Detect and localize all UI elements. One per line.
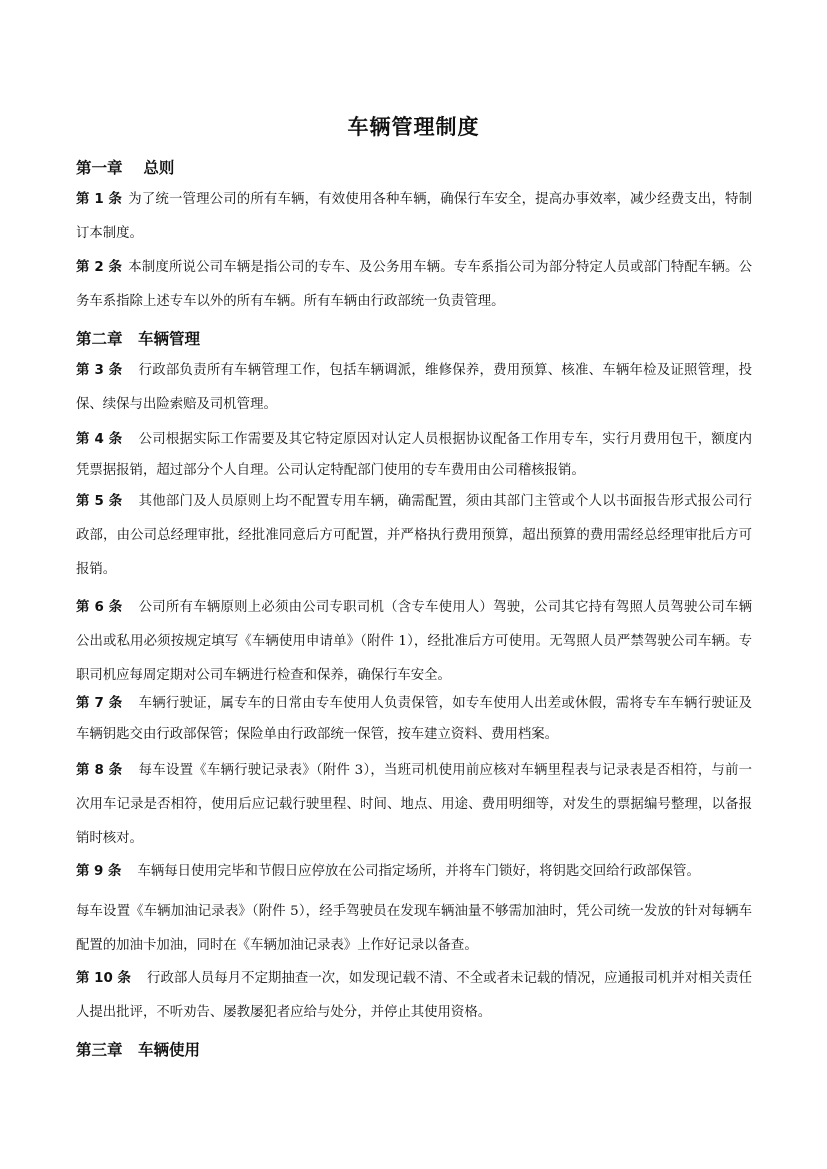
article-10 (76, 962, 752, 1030)
article-text: 车辆行驶证，属专车的日常由专车使用人负责保管，如专车使用人出差或休假，需将专车车辆行驶证及车辆钥匙交由行政部保管；保险单由行政部统一保管，按车建立资料、费用档案。 (76, 696, 752, 742)
article-label: 第 8 条 (76, 763, 123, 778)
article-label: 第 1 条 (76, 192, 123, 207)
article-4 (76, 424, 752, 486)
article-text: 每车设置《车辆行驶记录表》（附件 3），当班司机使用前应核对车辆里程表与记录表是否相符，与前一次用车记录是否相符，使用后应记载行驶里程、时间、地点、用途、费用明细等，对发生的票据编号整理，以备报销时核对。 (76, 763, 752, 846)
article-label: 第 2 条 (76, 260, 123, 275)
article-label: 第 4 条 (76, 432, 123, 447)
article-7 (76, 688, 752, 750)
article-text: 为了统一管理公司的所有车辆，有效使用各种车辆，确保行车安全，提高办事效率，减少经费支出，特制订本制度。 (76, 192, 752, 241)
article-text: 公司根据实际工作需要及其它特定原因对认定人员根据协议配备工作用专车，实行月费用包干，额度内凭票据报销，超过部分个人自理。公司认定特配部门使用的专车费用由公司稽核报销。 (76, 432, 752, 478)
article-text: 公司所有车辆原则上必须由公司专职司机（含专车使用人）驾驶，公司其它持有驾照人员驾驶公司车辆公出或私用必须按规定填写《车辆使用申请单》（附件 1），经批准后方可使用。无驾照人员严禁驾驶公司车辆。专职司机应每周定期对公司车辆进行检查和保养，确保行车安全。 (76, 600, 752, 683)
document-title: 车辆管理制度 (347, 115, 480, 139)
article-9 (76, 855, 752, 889)
article-text: 行政部人员每月不定期抽查一次，如发现记载不清、不全或者未记载的情况，应通报司机并对相关责任人提出批评，不听劝告、屡教屡犯者应给与处分，并停止其使用资格。 (76, 971, 752, 1020)
article-8 (76, 754, 752, 856)
article-text: 车辆每日使用完毕和节假日应停放在公司指定场所，并将车门锁好，将钥匙交回给行政部保管。 (137, 864, 700, 879)
article-label: 第 6 条 (76, 600, 123, 615)
article-1 (76, 183, 752, 251)
article-label: 第 7 条 (76, 696, 123, 711)
article-5 (76, 485, 752, 587)
article-text: 每车设置《车辆加油记录表》（附件 5），经手驾驶员在发现车辆油量不够需加油时，凭公司统一发放的针对每辆车配置的加油卡加油，同时在《车辆加油记录表》上作好记录以备查。 (76, 904, 752, 953)
article-label: 第 3 条 (76, 363, 123, 378)
chapter-heading: 第二章 车辆管理 (76, 330, 201, 348)
article-2 (76, 251, 752, 319)
article-label: 第 5 条 (76, 494, 123, 509)
article-label: 第 10 条 (76, 971, 131, 986)
article-text: 其他部门及人员原则上均不配置专用车辆，确需配置，须由其部门主管或个人以书面报告形式报公司行政部，由公司总经理审批，经批准同意后方可配置，并严格执行费用预算，超出预算的费用需经总经理审批后方可报销。 (76, 494, 752, 577)
chapter-heading: 第三章 车辆使用 (76, 1041, 201, 1059)
article-6 (76, 591, 752, 693)
article-3 (76, 354, 752, 422)
chapter-heading: 第一章 总则 (76, 159, 175, 177)
article-9-continued (76, 895, 752, 963)
article-text: 本制度所说公司车辆是指公司的专车、及公务用车辆。专车系指公司为部分特定人员或部门特配车辆。公务车系指除上述专车以外的所有车辆。所有车辆由行政部统一负责管理。 (76, 260, 752, 309)
article-text: 行政部负责所有车辆管理工作，包括车辆调派，维修保养，费用预算、核准、车辆年检及证照管理，投保、续保与出险索赔及司机管理。 (76, 363, 752, 412)
article-label: 第 9 条 (76, 864, 122, 879)
